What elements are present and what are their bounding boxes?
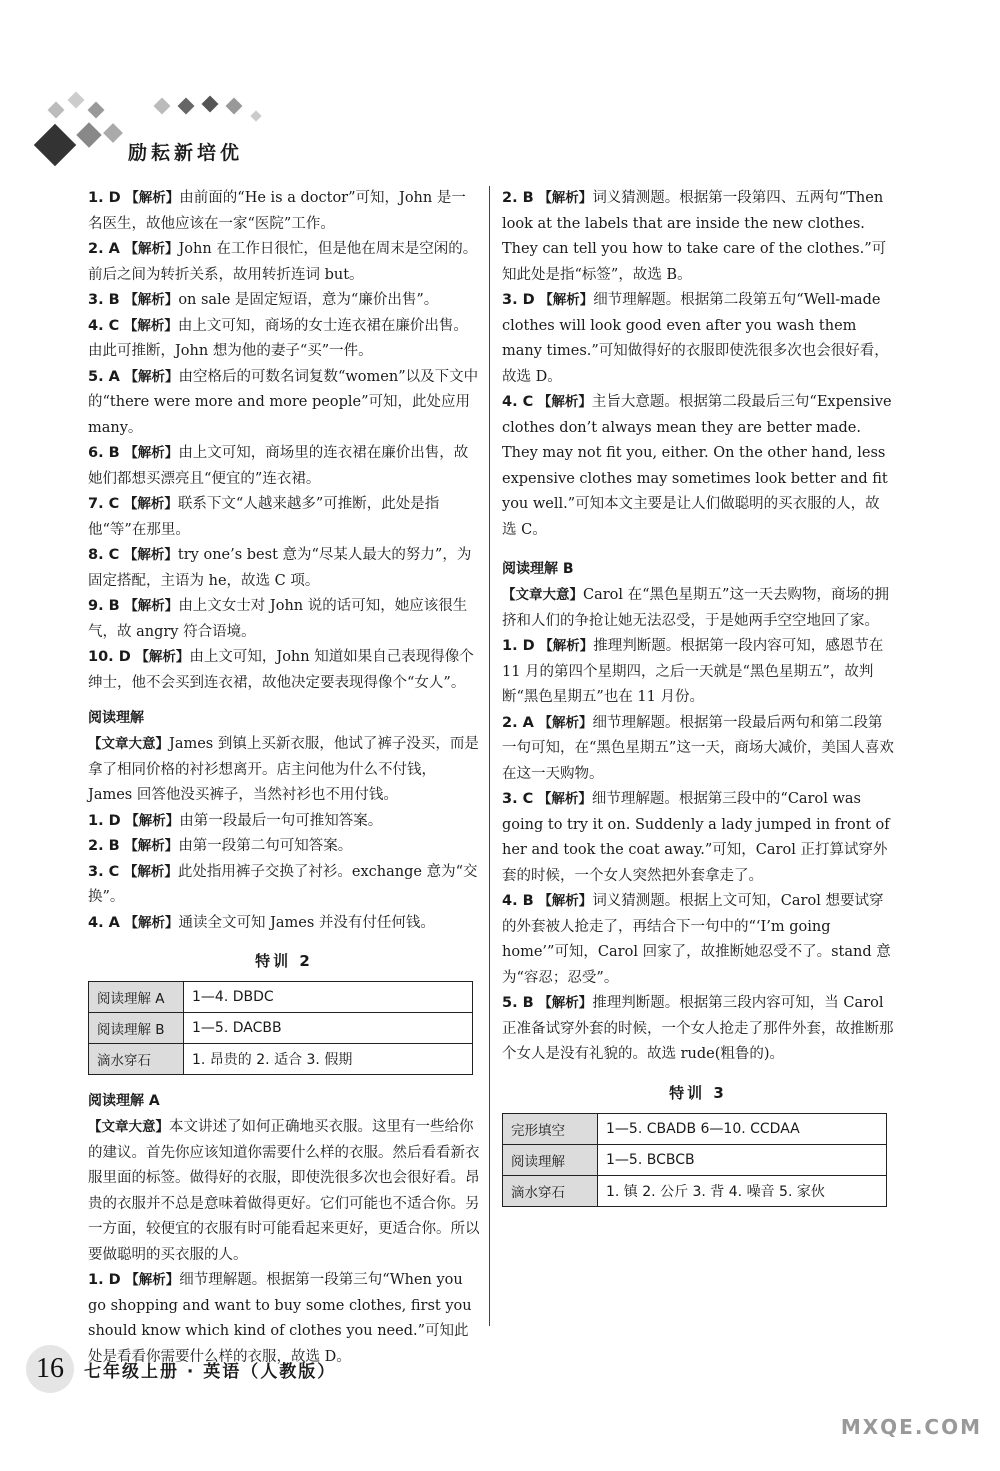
reading-b-answer-list [502, 634, 894, 1068]
table-cell-value: 1—4. DBDC [184, 982, 473, 1013]
analysis-tag: 【解析】 [124, 292, 179, 308]
answer-number: 5. B [502, 995, 534, 1011]
analysis-tag: 【解析】 [124, 838, 179, 854]
table-cell-key: 完形填空 [503, 1113, 598, 1144]
analysis-tag: 【解析】 [125, 812, 180, 829]
answer-number: 4. A [88, 914, 120, 931]
right-column [502, 186, 894, 1207]
analysis-tag: 【解析】 [124, 241, 179, 257]
answer-number: 2. B [502, 190, 534, 206]
analysis-text: John 在工作日很忙，但是他在周末是空闲的。前后之间为转折关系，故用转折连词 but。 [88, 241, 478, 283]
reading-a-answer-list [502, 186, 894, 543]
section-title: 阅读理解 B [502, 561, 574, 577]
table-row [89, 1013, 473, 1044]
analysis-tag: 【解析】 [124, 368, 179, 385]
diamond-decoration [178, 98, 195, 115]
answer-number: 8. C [88, 547, 120, 563]
summary-tag: 【文章大意】 [88, 1119, 169, 1135]
answer-item [88, 543, 480, 594]
table-cell-key: 阅读理解 A [89, 982, 184, 1013]
table-cell-key: 滴水穿石 [503, 1175, 598, 1206]
answer-item [88, 314, 480, 365]
answer-number: 4. C [502, 394, 534, 410]
analysis-tag: 【解析】 [124, 598, 179, 614]
analysis-text: 细节理解题。根据第三段中的“Carol was going to try it on. Suddenly a lady jumped in front of her and took the coat away.”可知，Carol 正打算试穿外套的时候，一个女人突然把外套拿走了。 [502, 791, 890, 884]
diamond-decoration [250, 110, 261, 121]
analysis-text: 细节理解题。根据第二段第五句“Well-made clothes will look good even after you wash them many times.”可知做得好的衣服即使洗很多次也会很好看，故选 D。 [502, 292, 889, 385]
analysis-text: 细节理解题。根据第一段最后两句和第二段第一句可知，在“黑色星期五”这一天，商场大减价，美国人喜欢在这一天购物。 [502, 714, 894, 782]
analysis-tag: 【解析】 [537, 394, 592, 410]
analysis-text: on sale 是固定短语，意为“廉价出售”。 [178, 292, 439, 308]
table-cell-value: 1. 镇 2. 公斤 3. 背 4. 噪音 5. 家伙 [598, 1175, 887, 1206]
answer-number: 6. B [88, 445, 120, 461]
summary-tag: 【文章大意】 [502, 587, 583, 603]
answer-table [502, 1113, 887, 1207]
summary-text: 本文讲述了如何正确地买衣服。这里有一些给你的建议。首先你应该知道你需要什么样的衣服。然后看看新衣服里面的标签。做得好的衣服，即使洗很多次也会很好看。昂贵的衣服并不总是意味着做得更好。它们可能也不适合你。另一方面，较便宜的衣服有时可能看起来更好，更适合你。所以要做聪明的买衣服的人。 [88, 1119, 480, 1263]
diamond-decoration [68, 92, 85, 109]
answer-item [88, 441, 480, 492]
cloze-answer-list [88, 186, 480, 696]
analysis-tag: 【解析】 [124, 914, 179, 931]
analysis-text: 联系下文“人越来越多”可推断，此处是指他“等”在那里。 [88, 496, 440, 538]
answer-item [88, 645, 480, 696]
answer-item [88, 186, 480, 237]
analysis-tag: 【解析】 [537, 791, 592, 807]
answer-number: 3. B [88, 292, 120, 308]
answer-item [502, 889, 894, 991]
table-row [503, 1113, 887, 1144]
answer-number: 4. B [502, 893, 534, 909]
article-summary [88, 1115, 480, 1268]
page-number: 16 [26, 1345, 74, 1393]
diamond-decoration [154, 98, 171, 115]
answer-item [502, 288, 894, 390]
page-footer [20, 1345, 420, 1395]
answer-item [502, 711, 894, 788]
table-cell-value: 1—5. DACBB [184, 1013, 473, 1044]
answer-item [88, 365, 480, 442]
answer-item [88, 237, 480, 288]
analysis-text: 由第一段最后一句可推知答案。 [179, 812, 383, 829]
answer-item [88, 594, 480, 645]
analysis-tag: 【解析】 [123, 547, 178, 563]
analysis-text: 通读全文可知 James 并没有付任何钱。 [178, 914, 435, 931]
answer-item [502, 186, 894, 288]
analysis-tag: 【解析】 [123, 317, 178, 334]
diamond-decoration [88, 102, 105, 119]
answer-number: 2. B [88, 838, 120, 854]
answer-number: 1. D [502, 638, 535, 654]
table-row [503, 1144, 887, 1175]
analysis-text: 由上文可知，商场的女士连衣裙在廉价出售。由此可推断，John 想为他的妻子“买”一件。 [88, 317, 468, 359]
answer-item [502, 787, 894, 889]
summary-text: James 到镇上买新衣服，他试了裤子没买，而是拿了相同价格的衬衫想离开。店主问他为什么不付钱，James 回答他没买裤子，当然衬衫也不用付钱。 [88, 736, 479, 803]
analysis-tag: 【解析】 [125, 190, 180, 206]
answer-number: 1. D [88, 190, 121, 206]
table-cell-key: 阅读理解 [503, 1144, 598, 1175]
watermark: MXQE.COM [840, 1415, 982, 1439]
summary-tag: 【文章大意】 [88, 736, 169, 752]
table-cell-value: 1—5. CBADB 6—10. CCDAA [598, 1113, 887, 1144]
table-cell-key: 阅读理解 B [89, 1013, 184, 1044]
table-cell-key: 滴水穿石 [89, 1044, 184, 1075]
footer-book-title: 七年级上册 · 英语（人教版） [84, 1362, 337, 1382]
answer-item [88, 809, 480, 835]
answer-number: 4. C [88, 317, 120, 334]
table-cell-value: 1. 昂贵的 2. 适合 3. 假期 [184, 1044, 473, 1075]
analysis-text: 由上文可知，商场里的连衣裙在廉价出售，故她们都想买漂亮且“便宜的”连衣裙。 [88, 445, 469, 487]
answer-number: 10. D [88, 649, 131, 665]
table-row [89, 982, 473, 1013]
analysis-tag: 【解析】 [125, 1272, 180, 1288]
table-row [89, 1044, 473, 1075]
page-header [20, 90, 320, 175]
analysis-tag: 【解析】 [538, 190, 593, 206]
analysis-text: 词义猜测题。根据上文可知，Carol 想要试穿的外套被人抢走了，再结合下一句中的“‘I’m going home’”可知，Carol 回家了，故推断她忍受不了。stand 意为“容忍；忍受”。 [502, 893, 891, 986]
table-cell-value: 1—5. BCBCB [598, 1144, 887, 1175]
analysis-text: 主旨大意题。根据第二段最后三句“Expensive clothes don’t always mean they are better made. They may not fit you, either. On the other hand, less expensive clothes may sometimes look better and fit you well.”可知本文主要是让人们做聪明的买衣服的人，故选 C。 [502, 394, 892, 538]
answer-number: 7. C [88, 496, 120, 512]
analysis-text: 由上文可知，John 知道如果自己表现得像个绅士，他不会买到连衣裙，故他决定要表现得像个“女人”。 [88, 649, 474, 691]
diamond-decoration [202, 96, 219, 113]
answer-number: 1. D [88, 1272, 121, 1288]
answer-item [502, 390, 894, 543]
analysis-text: 由空格后的可数名词复数“women”以及下文中的“there were more and more people”可知，此处应用 many。 [88, 368, 479, 436]
analysis-text: 词义猜测题。根据第一段第四、五两句“Then look at the labels that are inside the new clothes. They can tell you how to take care of the clothes.”可知此处是指“标签”，故选 B。 [502, 190, 887, 283]
reading-answer-list [88, 809, 480, 937]
answer-number: 3. D [502, 292, 535, 308]
analysis-tag: 【解析】 [539, 292, 594, 308]
article-summary [502, 583, 894, 634]
training-title: 特训 2 [255, 952, 313, 970]
answer-number: 3. C [88, 863, 120, 880]
answer-item [88, 288, 480, 314]
diamond-decoration [226, 98, 243, 115]
answer-item [88, 860, 480, 911]
answer-item [88, 834, 480, 860]
article-summary [88, 732, 480, 809]
analysis-text: 由前面的“He is a doctor”可知，John 是一名医生，故他应该在一家“医院”工作。 [88, 190, 466, 232]
analysis-text: 推理判断题。根据第一段内容可知，感恩节在 11 月的第四个星期四，之后一天就是“黑色星期五”，故判断“黑色星期五”也在 11 月份。 [502, 638, 884, 705]
analysis-text: 此处指用裤子交换了衬衫。exchange 意为“交换”。 [88, 863, 478, 905]
diamond-decoration [34, 124, 76, 166]
answer-number: 1. D [88, 812, 121, 829]
answer-item [502, 634, 894, 711]
analysis-text: 由上文女士对 John 说的话可知，她应该很生气，故 angry 符合语境。 [88, 598, 468, 640]
column-divider [489, 186, 490, 1326]
answer-number: 5. A [88, 368, 120, 385]
analysis-tag: 【解析】 [538, 714, 593, 731]
analysis-tag: 【解析】 [124, 445, 179, 461]
analysis-text: try one’s best 意为“尽某人最大的努力”，为固定搭配，主语为 he，故选 C 项。 [88, 547, 472, 589]
training-title: 特训 3 [669, 1083, 727, 1102]
answer-item [502, 991, 894, 1068]
answer-item [88, 492, 480, 543]
section-title: 阅读理解 A [88, 1093, 160, 1109]
analysis-tag: 【解析】 [538, 893, 593, 909]
analysis-tag: 【解析】 [538, 995, 593, 1011]
answer-number: 9. B [88, 598, 120, 614]
analysis-tag: 【解析】 [135, 649, 190, 665]
table-row [503, 1175, 887, 1206]
answer-number: 2. A [502, 714, 534, 731]
diamond-decoration [76, 122, 101, 147]
header-title: 励耘新培优 [128, 142, 244, 164]
analysis-tag: 【解析】 [539, 638, 594, 654]
left-column [88, 186, 480, 1370]
analysis-tag: 【解析】 [123, 863, 178, 880]
analysis-tag: 【解析】 [123, 496, 178, 512]
answer-item [88, 911, 480, 937]
analysis-text: 由第一段第二句可知答案。 [178, 838, 353, 854]
diamond-decoration [48, 102, 65, 119]
answer-number: 2. A [88, 241, 120, 257]
diamond-decoration [103, 123, 123, 143]
analysis-text: 推理判断题。根据第三段内容可知，当 Carol 正准备试穿外套的时候，一个女人抢走了那件外套，故推断那个女人是没有礼貌的。故选 rude(粗鲁的)。 [502, 995, 894, 1062]
answer-table [88, 981, 473, 1075]
answer-number: 3. C [502, 791, 534, 807]
analysis-text: 细节理解题。根据第一段第三句“When you go shopping and want to buy some clothes, first you should know which kind of clothes you need.”可知此处是看看你需要什么样的衣服，故选 D。 [88, 1272, 472, 1365]
section-title: 阅读理解 [88, 710, 144, 726]
summary-text: Carol 在“黑色星期五”这一天去购物，商场的拥挤和人们的争抢让她无法忍受，于是她两手空空地回了家。 [502, 587, 889, 629]
